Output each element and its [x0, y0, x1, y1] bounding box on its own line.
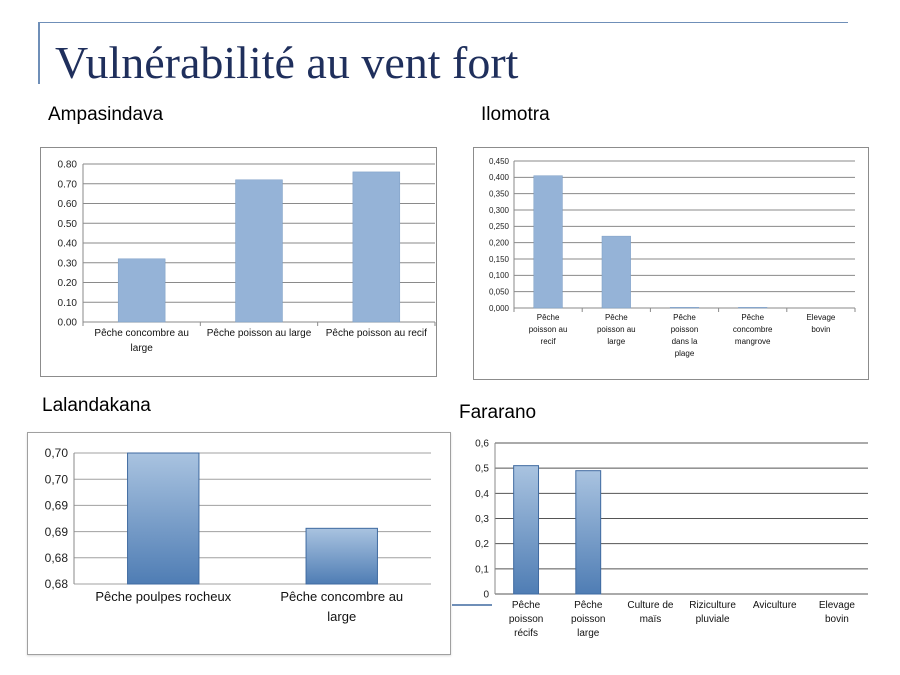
chart-lalandakana-svg: [28, 433, 450, 654]
y-tick-label: 0,4: [475, 488, 489, 500]
y-tick-label: 0,6: [475, 438, 489, 450]
x-category-label: récifs: [514, 628, 539, 639]
title-rule-left: [38, 22, 40, 84]
y-tick-label: 0.70: [57, 179, 77, 191]
y-tick-label: 0,69: [44, 524, 68, 539]
x-category-label: bovin: [811, 325, 831, 334]
x-category-label: Riziculture: [689, 600, 736, 611]
panel-label-ampasindava: Ampasindava: [48, 104, 164, 125]
x-category-label: Elevage: [818, 600, 855, 611]
x-category-label: poisson: [571, 614, 606, 625]
bar: [118, 259, 165, 322]
bar: [670, 307, 699, 308]
chart-fararano: [455, 432, 875, 657]
y-tick-label: 0,300: [488, 205, 509, 215]
y-tick-label: 0,3: [475, 514, 489, 525]
y-tick-label: 0,70: [44, 472, 68, 487]
y-tick-label: 0,050: [488, 287, 509, 297]
y-tick-label: 0,150: [488, 254, 509, 264]
bar: [128, 453, 199, 584]
bar: [738, 307, 767, 308]
x-category-label: Pêche poulpes rocheux: [95, 589, 232, 604]
title-rule-top: [38, 22, 848, 23]
x-category-label: maïs: [639, 614, 662, 625]
x-category-label: Pêche: [536, 313, 560, 322]
x-category-label: Pêche poisson au large: [206, 328, 312, 339]
chart-lalandakana: [27, 432, 451, 655]
y-tick-label: 0,68: [44, 577, 68, 592]
x-category-label: Culture de: [627, 600, 674, 611]
x-category-label: large: [577, 628, 600, 639]
y-tick-label: 0.30: [57, 258, 77, 270]
x-category-label: large: [607, 337, 626, 346]
x-category-label: Pêche concombre au: [94, 328, 189, 339]
bar: [534, 176, 563, 308]
chart-ilomotra: [473, 147, 869, 380]
x-category-label: Pêche: [511, 600, 541, 611]
bar: [514, 466, 539, 594]
x-category-label: poisson au: [596, 325, 636, 334]
panel-label-lalandakana: Lalandakana: [42, 395, 151, 416]
x-category-label: poisson au: [528, 325, 568, 334]
y-tick-label: 0.50: [57, 218, 77, 230]
x-category-label: Elevage: [806, 313, 836, 322]
bar: [306, 528, 377, 584]
panel-label-fararano: Fararano: [459, 402, 537, 423]
y-tick-label: 0,69: [44, 498, 68, 513]
y-tick-label: 0,000: [488, 303, 509, 313]
y-tick-label: 0,450: [488, 156, 509, 166]
panel-label-ilomotra: Ilomotra: [481, 104, 550, 125]
x-category-label: Aviculture: [752, 600, 797, 611]
x-category-label: mangrove: [734, 337, 771, 346]
x-category-label: poisson: [670, 325, 699, 334]
y-tick-label: 0,100: [488, 271, 509, 281]
x-category-label: pluviale: [695, 614, 730, 625]
y-tick-label: 0.60: [57, 199, 77, 210]
x-category-label: Pêche: [604, 313, 628, 322]
x-category-label: large: [130, 343, 153, 354]
x-category-label: large: [327, 609, 357, 624]
y-tick-label: 0,250: [488, 222, 509, 232]
y-tick-label: 0.00: [57, 317, 77, 329]
y-tick-label: 0,5: [475, 463, 489, 475]
y-tick-label: 0.20: [57, 278, 77, 289]
chart-ampasindava: [40, 147, 437, 377]
x-category-label: Pêche: [574, 600, 603, 611]
y-tick-label: 0,200: [488, 238, 509, 248]
y-tick-label: 0: [483, 589, 489, 601]
slide-title: Vulnérabilité au vent fort: [55, 37, 519, 88]
x-category-label: plage: [674, 349, 695, 358]
x-category-label: Pêche poisson au recif: [325, 328, 427, 339]
chart-ampasindava-svg: [41, 148, 436, 376]
bar: [576, 471, 601, 594]
x-category-label: bovin: [824, 614, 849, 625]
bar: [353, 172, 400, 322]
x-category-label: poisson: [508, 614, 544, 625]
x-category-label: Pêche: [673, 313, 696, 322]
x-category-label: Pêche concombre au: [280, 589, 404, 604]
y-tick-label: 0.40: [57, 238, 77, 250]
y-tick-label: 0,70: [44, 446, 68, 461]
y-tick-label: 0,1: [475, 564, 489, 576]
x-category-label: concombre: [732, 325, 773, 334]
x-category-label: dans la: [671, 337, 698, 346]
x-category-label: recif: [540, 337, 556, 346]
y-tick-label: 0.80: [57, 159, 77, 171]
y-tick-label: 0,400: [488, 173, 509, 183]
x-category-label: Pêche: [741, 313, 765, 322]
y-tick-label: 0.10: [57, 297, 77, 309]
y-tick-label: 0,68: [44, 551, 68, 565]
bar: [602, 236, 631, 308]
bar: [236, 180, 283, 322]
y-tick-label: 0,350: [488, 189, 509, 199]
chart-ilomotra-svg: [474, 148, 868, 379]
chart-fararano-svg: [455, 432, 875, 657]
y-tick-label: 0,2: [475, 539, 489, 551]
